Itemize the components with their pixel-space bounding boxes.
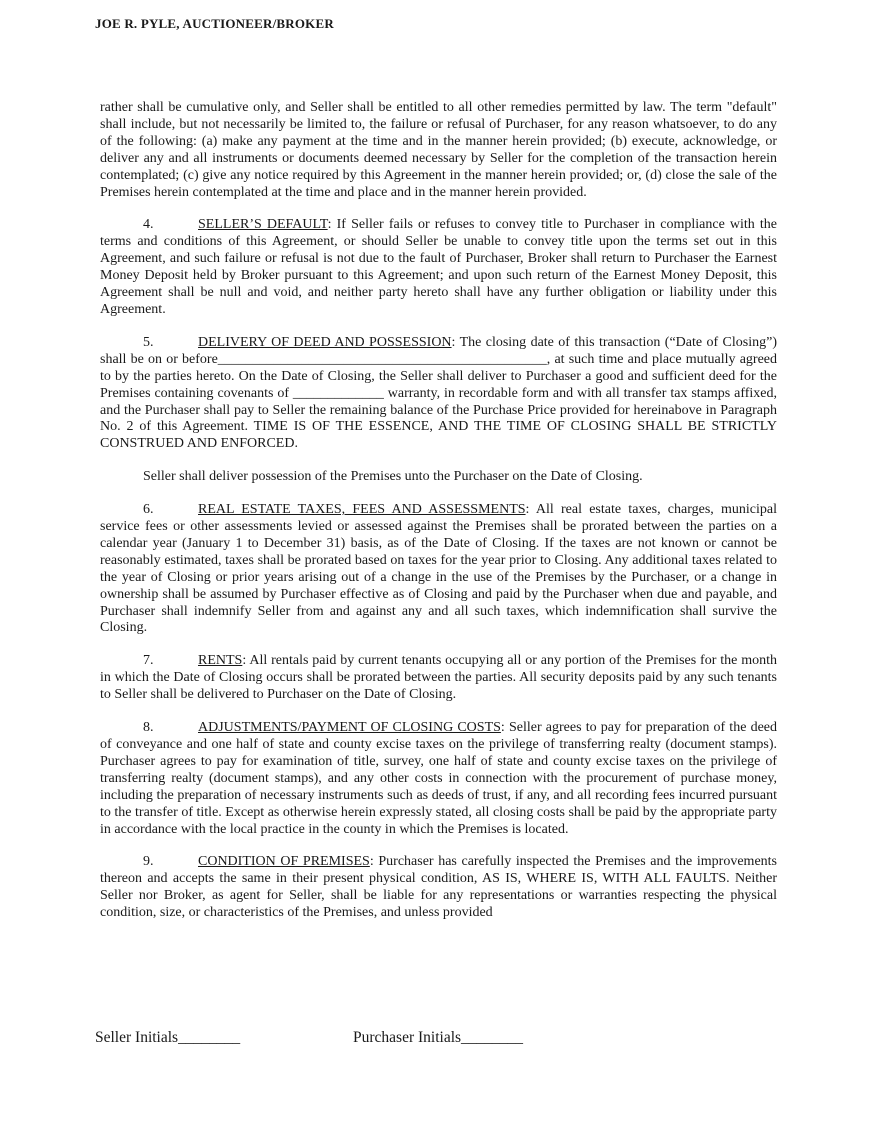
paragraph-number: 4. — [143, 217, 154, 233]
paragraph-6-real-estate-taxes — [100, 502, 777, 637]
seller-initials-line — [95, 1029, 240, 1047]
paragraph-heading: CONDITION OF PREMISES — [198, 854, 370, 870]
paragraph-number: 6. — [143, 502, 154, 518]
document-header: JOE R. PYLE, AUCTIONEER/BROKER — [95, 16, 334, 31]
paragraph-number: 5. — [143, 334, 154, 350]
purchaser-initials-line — [353, 1029, 523, 1047]
paragraph-8-closing-costs — [100, 720, 777, 838]
paragraph-body: : All rentals paid by current tenants occupying all or any portion of the Premises for the month in which the Date of Closing occurs shall be prorated between the parties. All security deposits paid by any such tenants to Seller shall be delivered to Purchaser on the Date of Closing. — [100, 653, 777, 703]
seller-initials-blank: ________ — [178, 1029, 241, 1046]
contract-body — [100, 100, 777, 938]
purchaser-initials-blank: ________ — [461, 1029, 524, 1046]
continuation-paragraph — [100, 100, 777, 201]
paragraph-heading: ADJUSTMENTS/PAYMENT OF CLOSING COSTS — [198, 720, 501, 736]
paragraph-number: 7. — [143, 653, 154, 669]
paragraph-number: 8. — [143, 720, 154, 736]
paragraph-body: : If Seller fails or refuses to convey title to Purchaser in compliance with the terms and conditions of this Agreement, or should Seller be unable to convey title upon the terms set out in this Agreement, and such failure or refusal is not due to the fault of Purchaser, Broker shall return to Purchaser the Earnest Money Deposit held by Broker pursuant to this Agreement; and upon such return of the Earnest Money Deposit, this Agreement shall be null and void, and neither party hereto shall have any further obligation or liability under this Agreement. — [100, 217, 777, 317]
paragraph-4-sellers-default — [100, 217, 777, 318]
paragraph-heading: RENTS — [198, 653, 243, 669]
paragraph-heading: REAL ESTATE TAXES, FEES AND ASSESSMENTS — [198, 502, 526, 518]
purchaser-initials-label: Purchaser Initials — [353, 1029, 462, 1046]
paragraph-body: : All real estate taxes, charges, municipal service fees or other assessments levied or assessed against the Premises shall be prorated between the parties on a calendar year (January 1 to December 31) basis, as of the Date of Closing. If the taxes are not known or cannot be reasonably estimated, taxes shall be prorated based on taxes for the year prior to Closing. Any additional taxes related to the year of Closing or prior years arising out of a change in the use of the Premises by the Purchaser, or a change in ownership shall be assumed by Purchaser effective as of Closing and paid by the Purchaser when due and payable, and Purchaser shall indemnify Seller from and against any and all such taxes, which indemnification shall survive the Closing. — [100, 502, 777, 636]
paragraph-body: : Seller agrees to pay for preparation of the deed of conveyance and one half of state and county excise taxes on the privilege of transferring realty (document stamps). Purchaser agrees to pay for examination of title, survey, one half of state and county excise taxes on the privilege of transferring realty (document stamps), and any other costs in connection with the procurement of purchase money, including the preparation of necessary instruments such as deeds of trust, if any, and all recording fees incurred pursuant to the transfer of title. Except as otherwise herein expressly stated, all closing costs shall be paid by the appropriate party in accordance with the local practice in the county in which the Premises is located. — [100, 720, 777, 837]
seller-initials-label: Seller Initials — [95, 1029, 179, 1046]
paragraph-9-condition-of-premises — [100, 854, 777, 922]
continuation-text: rather shall be cumulative only, and Seller shall be entitled to all other remedies permitted by law. The term "default" shall include, but not necessarily be limited to, the failure or refusal of Purchaser, for any reason whatsoever, to do any of the following: (a) make any payment at the time and in the manner herein provided; (b) execute, acknowledge, or deliver any and all instruments or documents deemed necessary by Seller for the completion of the transaction herein contemplated; (c) give any notice required by this Agreement in the manner herein provided; or, (d) close the sale of the Premises herein contemplated at the time and place and in the manner herein provided. — [100, 100, 777, 200]
paragraph-body: : The closing date of this transaction (“Date of Closing”) shall be on or before_______________________________________________, at such time and place mutually agreed to by the parties hereto. On the Date of Closing, the Seller shall deliver to Purchaser a good and sufficient deed for the Premises containing covenants of _____________ warranty, in recordable form and with all transfer tax stamps affixed, and the Purchaser shall pay to Seller the remaining balance of the Purchase Price provided for hereinabove in Paragraph No. 2 of this Agreement. TIME IS OF THE ESSENCE, AND THE TIME OF CLOSING SHALL BE STRICTLY CONSTRUED AND ENFORCED. — [100, 334, 777, 452]
paragraph-7-rents — [100, 653, 777, 704]
paragraph-heading: DELIVERY OF DEED AND POSSESSION — [198, 334, 452, 350]
paragraph-body: : Purchaser has carefully inspected the Premises and the improvements thereon and accepts the same in their present physical condition, AS IS, WHERE IS, WITH ALL FAULTS. Neither Seller nor Broker, as agent for Seller, shall be liable for any representations or warranties respecting the physical condition, size, or characteristics of the Premises, and unless provided — [100, 854, 777, 921]
paragraph-5-delivery-of-deed — [100, 335, 777, 453]
paragraph-number: 9. — [143, 854, 154, 870]
possession-sentence — [100, 469, 777, 486]
paragraph-heading: SELLER’S DEFAULT — [198, 217, 328, 233]
possession-text: Seller shall deliver possession of the Premises unto the Purchaser on the Date of Closing. — [143, 469, 643, 485]
